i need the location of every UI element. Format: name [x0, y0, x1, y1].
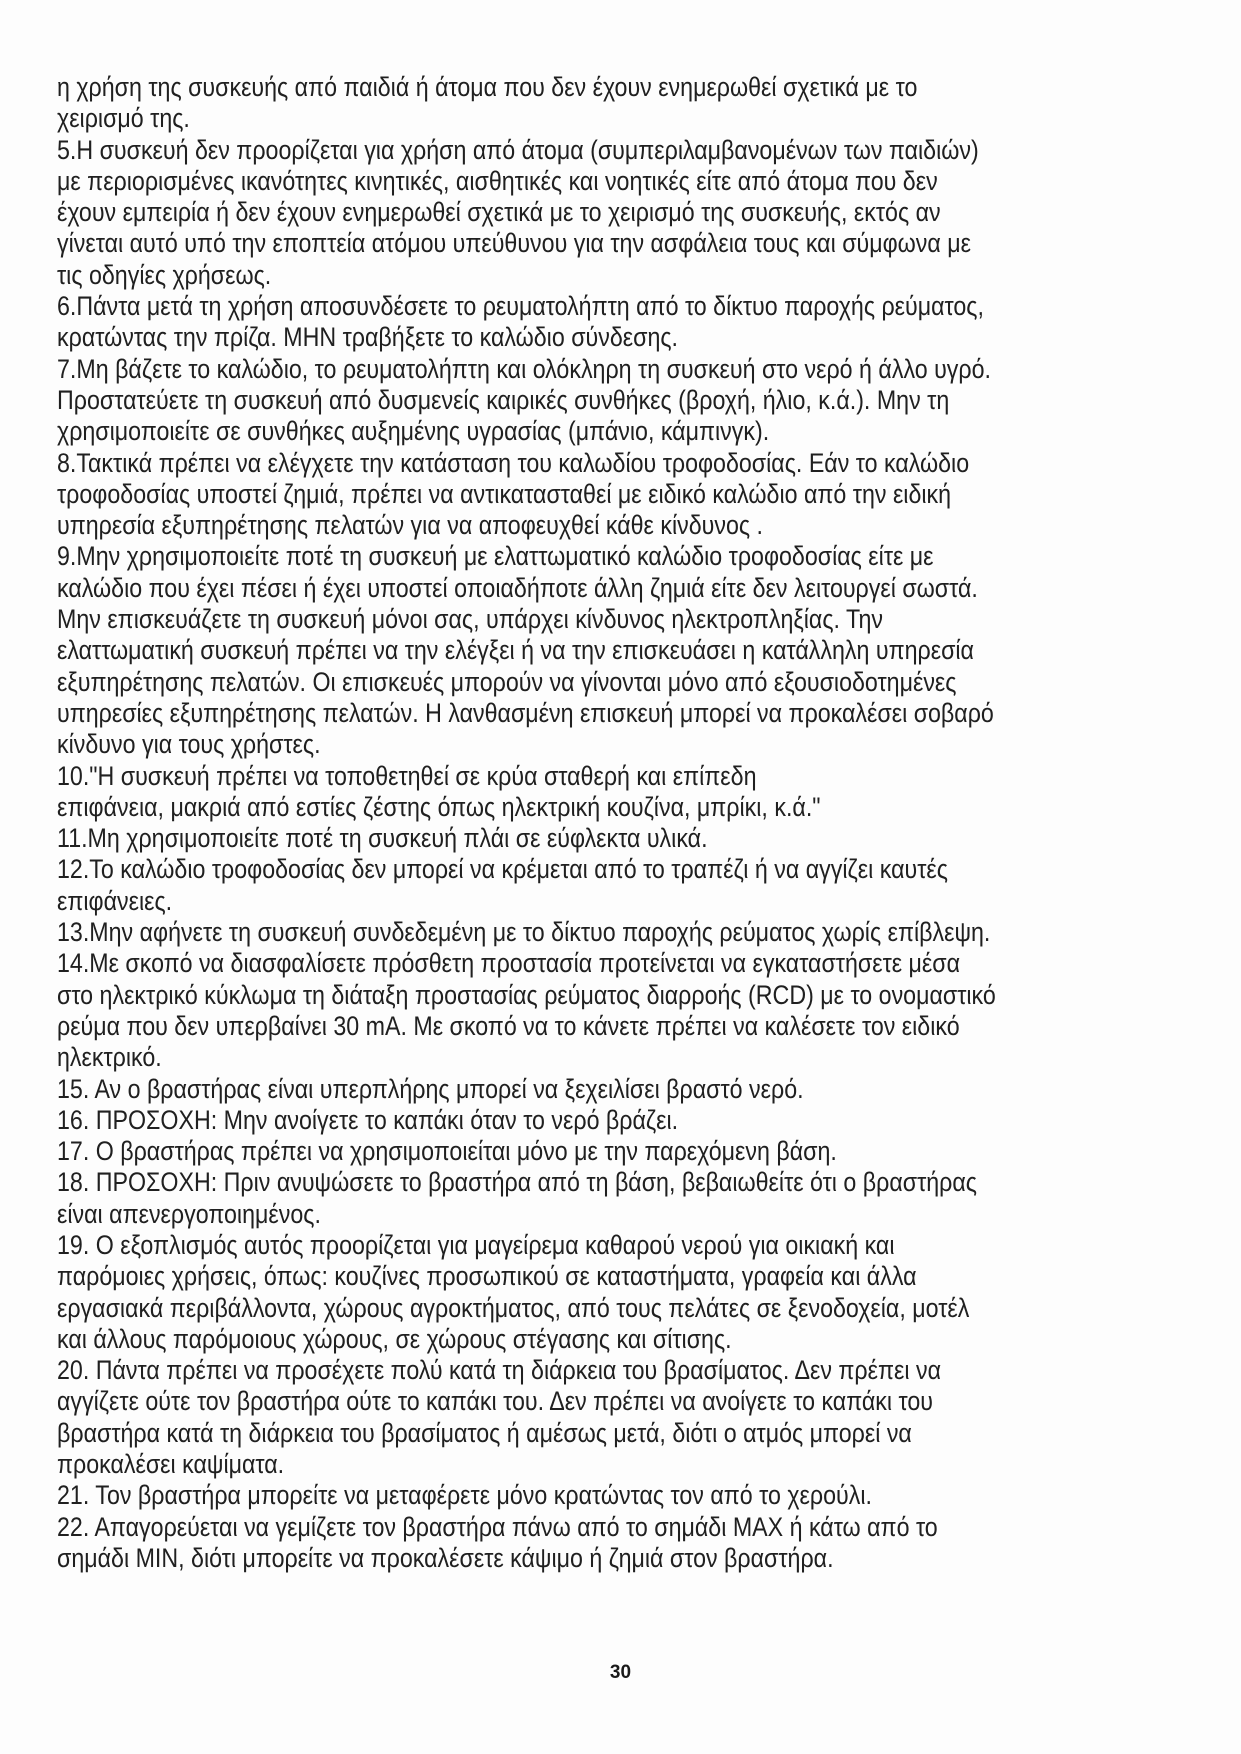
text-line: γίνεται αυτό υπό την εποπτεία ατόμου υπεύθυνου για την ασφάλεια τους και σύμφωνα με: [57, 228, 972, 259]
text-line: κρατώντας την πρίζα. ΜΗΝ τραβήξετε το καλώδιο σύνδεσης.: [57, 322, 679, 353]
text-line: 19. Ο εξοπλισμός αυτός προορίζεται για μαγείρεμα καθαρού νερού για οικιακή και: [57, 1229, 895, 1260]
text-line: 6.Πάντα μετά τη χρήση αποσυνδέσετε το ρευματολήπτη από το δίκτυο παροχής ρεύματος,: [57, 291, 984, 322]
text-line: είναι απενεργοποιημένος.: [57, 1198, 321, 1229]
text-line: 7.Μη βάζετε το καλώδιο, το ρευματολήπτη και ολόκληρη τη συσκευή στο νερό ή άλλο υγρό.: [57, 353, 991, 384]
text-line: 11.Μη χρησιμοποιείτε ποτέ τη συσκευή πλάι σε εύφλεκτα υλικά.: [57, 823, 708, 854]
text-line: κίνδυνο για τους χρήστες.: [57, 729, 321, 760]
text-line: ηλεκτρικό.: [57, 1042, 162, 1073]
text-line: 8.Τακτικά πρέπει να ελέγχετε την κατάσταση του καλωδίου τροφοδοσίας. Εάν το καλώδιο: [57, 447, 970, 478]
text-line: βραστήρα κατά τη διάρκεια του βρασίματος ή αμέσως μετά, διότι ο ατμός μπορεί να: [57, 1417, 912, 1448]
text-line: 10."Η συσκευή πρέπει να τοποθετηθεί σε κρύα σταθερή και επίπεδη: [57, 760, 757, 791]
text-line: αγγίζετε ούτε τον βραστήρα ούτε το καπάκι του. Δεν πρέπει να ανοίγετε το καπάκι του: [57, 1386, 933, 1417]
text-line: χειρισμό της.: [57, 103, 190, 134]
text-line: 20. Πάντα πρέπει να προσέχετε πολύ κατά τη διάρκεια του βρασίματος. Δεν πρέπει να: [57, 1355, 942, 1386]
text-line: 9.Μην χρησιμοποιείτε ποτέ τη συσκευή με ελαττωματικό καλώδιο τροφοδοσίας είτε με: [57, 541, 934, 572]
text-line: εργασιακά περιβάλλοντα, χώρους αγροκτήματος, από τους πελάτες σε ξενοδοχεία, μοτέλ: [57, 1292, 970, 1323]
text-line: τροφοδοσίας υποστεί ζημιά, πρέπει να αντικατασταθεί με ειδικό καλώδιο από την ειδική: [57, 478, 952, 509]
text-line: τις οδηγίες χρήσεως.: [57, 259, 272, 290]
text-line: καλώδιο που έχει πέσει ή έχει υποστεί οποιαδήποτε άλλη ζημιά είτε δεν λειτουργεί σωστά.: [57, 572, 978, 603]
text-line: έχουν εμπειρία ή δεν έχουν ενημερωθεί σχετικά με το χειρισμό της συσκευής, εκτός αν: [57, 197, 941, 228]
text-line: επιφάνειες.: [57, 885, 173, 916]
text-line: χρησιμοποιείτε σε συνθήκες αυξημένης υγρασίας (μπάνιο, κάμπινγκ).: [57, 416, 770, 447]
text-line: παρόμοιες χρήσεις, όπως: κουζίνες προσωπικού σε καταστήματα, γραφεία και άλλα: [57, 1261, 917, 1292]
text-line: εξυπηρέτησης πελατών. Οι επισκευές μπορούν να γίνονται μόνο από εξουσιοδοτημένες: [57, 666, 957, 697]
text-line: 13.Μην αφήνετε τη συσκευή συνδεδεμένη με το δίκτυο παροχής ρεύματος χωρίς επίβλεψη.: [57, 917, 991, 948]
text-line: με περιορισμένες ικανότητες κινητικές, αισθητικές και νοητικές είτε από άτομα που δεν: [57, 165, 938, 196]
text-line: Μην επισκευάζετε τη συσκευή μόνοι σας, υπάρχει κίνδυνος ηλεκτροπληξίας. Την: [57, 604, 884, 635]
text-line: σημάδι MIN, διότι μπορείτε να προκαλέσετε κάψιμο ή ζημιά στον βραστήρα.: [57, 1542, 834, 1573]
text-line: η χρήση της συσκευής από παιδιά ή άτομα που δεν έχουν ενημερωθεί σχετικά με το: [57, 72, 918, 102]
text-line: 16. ΠΡΟΣΟΧΗ: Μην ανοίγετε το καπάκι όταν το νερό βράζει.: [57, 1104, 679, 1135]
text-line: ρεύμα που δεν υπερβαίνει 30 mA. Με σκοπό να το κάνετε πρέπει να καλέσετε τον ειδικό: [57, 1010, 960, 1041]
text-line: επιφάνεια, μακριά από εστίες ζέστης όπως ηλεκτρική κουζίνα, μπρίκι, κ.ά.": [57, 791, 821, 822]
text-line: και άλλους παρόμοιους χώρους, σε χώρους στέγασης και σίτισης.: [57, 1323, 732, 1354]
text-line: προκαλέσει καψίματα.: [57, 1449, 285, 1480]
body-text: [57, 72, 1209, 1574]
text-line: 5.Η συσκευή δεν προορίζεται για χρήση από άτομα (συμπεριλαμβανομένων των παιδιών): [57, 134, 979, 165]
text-line: υπηρεσία εξυπηρέτησης πελατών για να αποφευχθεί κάθε κίνδυνος .: [57, 510, 763, 541]
text-line: 17. Ο βραστήρας πρέπει να χρησιμοποιείται μόνο με την παρεχόμενη βάση.: [57, 1136, 837, 1167]
text-line: 15. Αν ο βραστήρας είναι υπερπλήρης μπορεί να ξεχειλίσει βραστό νερό.: [57, 1073, 804, 1104]
text-line: υπηρεσίες εξυπηρέτησης πελατών. Η λανθασμένη επισκευή μπορεί να προκαλέσει σοβαρό: [57, 697, 994, 728]
text-line: 14.Με σκοπό να διασφαλίσετε πρόσθετη προστασία προτείνεται να εγκαταστήσετε μέσα: [57, 948, 961, 979]
text-line: ελαττωματική συσκευή πρέπει να την ελέγξει ή να την επισκευάσει η κατάλληλη υπηρεσία: [57, 635, 974, 666]
page-number: 30: [609, 1662, 632, 1683]
text-line: 21. Τον βραστήρα μπορείτε να μεταφέρετε μόνο κρατώντας τον από το χερούλι.: [57, 1480, 872, 1511]
text-line: 22. Απαγορεύεται να γεμίζετε τον βραστήρα πάνω από το σημάδι MAX ή κάτω από το: [57, 1511, 938, 1542]
text-line: στο ηλεκτρικό κύκλωμα τη διάταξη προστασίας ρεύματος διαρροής (RCD) με το ονομαστικό: [57, 979, 996, 1010]
text-line: 12.Το καλώδιο τροφοδοσίας δεν μπορεί να κρέμεται από το τραπέζι ή να αγγίζει καυτές: [57, 854, 948, 885]
text-line: Προστατεύετε τη συσκευή από δυσμενείς καιρικές συνθήκες (βροχή, ήλιο, κ.ά.). Μην τη: [57, 384, 950, 415]
text-line: 18. ΠΡΟΣΟΧΗ: Πριν ανυψώσετε το βραστήρα από τη βάση, βεβαιωθείτε ότι ο βραστήρας: [57, 1167, 978, 1198]
